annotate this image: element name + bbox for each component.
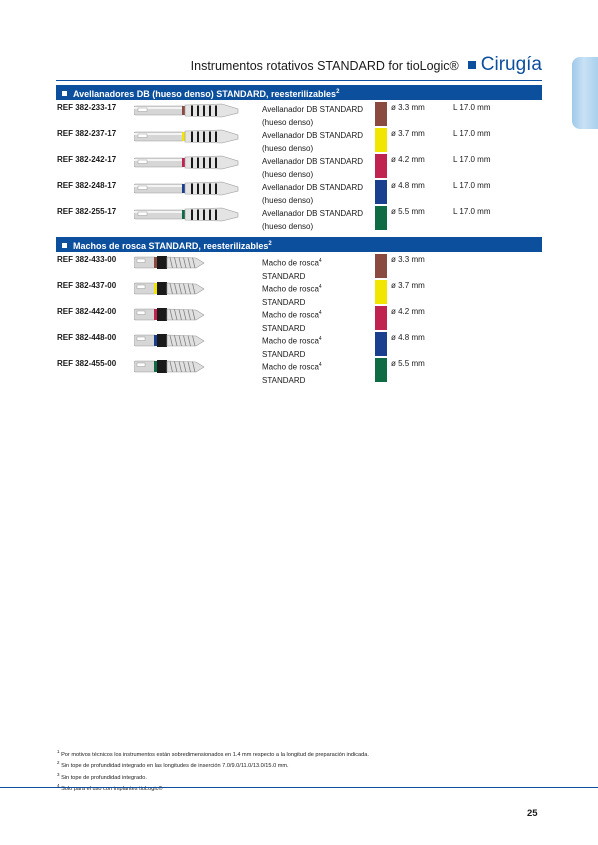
section-heading-countersinks <box>56 85 542 100</box>
diameter-value: ø 3.3 mm <box>391 255 425 264</box>
length-value: L 17.0 mm <box>453 181 491 190</box>
instrument-illustration <box>134 154 242 172</box>
product-ref: REF 382-437-00 <box>57 281 117 290</box>
footnote-number: 2 <box>57 760 60 766</box>
length-value: L 17.0 mm <box>453 155 491 164</box>
diameter-value: ø 4.2 mm <box>391 155 425 164</box>
description-line-1: Macho de rosca <box>262 310 319 320</box>
description-footnote-ref: 4 <box>318 284 322 290</box>
product-row <box>0 254 598 281</box>
product-ref: REF 382-448-00 <box>57 333 117 342</box>
description-line-1: Avellanador DB STANDARD <box>262 157 364 166</box>
product-ref: REF 382-237-17 <box>57 129 117 138</box>
page-header <box>0 54 542 80</box>
color-code-swatch <box>375 254 387 278</box>
description-footnote-ref: 4 <box>318 310 322 316</box>
section-heading-text: Machos de rosca STANDARD, reesterilizables <box>73 241 269 251</box>
footnote-number: 4 <box>57 782 60 788</box>
footnote-text: Por motivos técnicos los instrumentos están sobredimensionados en 1.4 mm respecto a la longitud de preparación indicada. <box>59 751 369 758</box>
description-footnote-ref: 4 <box>318 336 322 342</box>
diameter-value: ø 4.2 mm <box>391 307 425 316</box>
footer-rule <box>0 787 598 788</box>
product-description <box>262 155 363 181</box>
instrument-illustration <box>134 306 242 324</box>
instrument-illustration <box>134 206 242 224</box>
product-row <box>0 280 598 307</box>
footnote <box>57 771 369 782</box>
instrument-illustration <box>134 254 242 272</box>
thread-tap-image <box>134 280 242 298</box>
section-heading-sup: 2 <box>336 89 340 95</box>
product-description <box>262 103 363 129</box>
color-code-swatch <box>375 206 387 230</box>
thread-tap-image <box>134 254 242 272</box>
instrument-illustration <box>134 358 242 376</box>
description-line-2: STANDARD <box>262 323 306 333</box>
description-line-2: (hueso denso) <box>262 170 314 179</box>
header-rule <box>56 80 542 81</box>
product-description <box>262 333 322 361</box>
instrument-illustration <box>134 332 242 350</box>
color-code-swatch <box>375 128 387 152</box>
product-description <box>262 359 322 387</box>
bullet-square-icon <box>62 91 67 96</box>
description-line-2: STANDARD <box>262 375 306 385</box>
description-line-1: Avellanador DB STANDARD <box>262 105 364 114</box>
diameter-value: ø 5.5 mm <box>391 359 425 368</box>
countersink-drill-image <box>134 206 242 224</box>
instrument-illustration <box>134 280 242 298</box>
countersink-drill-image <box>134 180 242 198</box>
color-code-swatch <box>375 306 387 330</box>
countersink-drill-image <box>134 102 242 120</box>
product-row <box>0 102 598 126</box>
diameter-value: ø 4.8 mm <box>391 333 425 342</box>
product-row <box>0 206 598 230</box>
footnote-text: Solo para el uso con implantes tioLogic® <box>59 785 163 792</box>
product-row <box>0 332 598 359</box>
color-code-swatch <box>375 358 387 382</box>
thread-tap-image <box>134 358 242 376</box>
page-title: Instrumentos rotativos STANDARD for tioLogic® <box>190 59 459 73</box>
product-ref: REF 382-442-00 <box>57 307 117 316</box>
footnote <box>57 748 369 759</box>
description-line-1: Macho de rosca <box>262 284 319 294</box>
product-row <box>0 180 598 204</box>
product-row <box>0 358 598 385</box>
product-row <box>0 306 598 333</box>
product-ref: REF 382-255-17 <box>57 207 117 216</box>
diameter-value: ø 4.8 mm <box>391 181 425 190</box>
footnote-text: Sin tope de profundidad integrado. <box>59 774 147 781</box>
section-heading-sup: 2 <box>268 241 272 247</box>
product-description <box>262 129 363 155</box>
diameter-value: ø 3.3 mm <box>391 103 425 112</box>
product-description <box>262 281 322 309</box>
description-line-2: STANDARD <box>262 297 306 307</box>
product-row <box>0 128 598 152</box>
footnote <box>57 759 369 770</box>
length-value: L 17.0 mm <box>453 207 491 216</box>
description-line-2: (hueso denso) <box>262 118 314 127</box>
instrument-illustration <box>134 128 242 146</box>
instrument-illustration <box>134 102 242 120</box>
product-description <box>262 307 322 335</box>
product-ref: REF 382-455-00 <box>57 359 117 368</box>
bullet-square-icon <box>62 243 67 248</box>
diameter-value: ø 3.7 mm <box>391 281 425 290</box>
thread-tap-image <box>134 332 242 350</box>
length-value: L 17.0 mm <box>453 103 491 112</box>
countersink-drill-image <box>134 154 242 172</box>
color-code-swatch <box>375 154 387 178</box>
description-line-1: Macho de rosca <box>262 258 319 268</box>
description-line-2: (hueso denso) <box>262 196 314 205</box>
description-footnote-ref: 4 <box>318 362 322 368</box>
footnote-text: Sin tope de profundidad integrado en las longitudes de inserción 7.0/9.0/11.0/13.0/15.0 mm. <box>59 763 289 770</box>
section-heading-taps <box>56 237 542 252</box>
product-ref: REF 382-233-17 <box>57 103 117 112</box>
thread-tap-image <box>134 306 242 324</box>
color-code-swatch <box>375 102 387 126</box>
footnote-number: 3 <box>57 771 60 777</box>
product-ref: REF 382-433-00 <box>57 255 117 264</box>
description-footnote-ref: 4 <box>318 258 322 264</box>
instrument-illustration <box>134 180 242 198</box>
color-code-swatch <box>375 332 387 356</box>
description-line-2: (hueso denso) <box>262 222 314 231</box>
product-ref: REF 382-248-17 <box>57 181 117 190</box>
footnote-number: 1 <box>57 749 60 754</box>
product-description <box>262 207 363 233</box>
page-number: 25 <box>527 808 538 819</box>
description-line-1: Avellanador DB STANDARD <box>262 209 364 218</box>
description-line-1: Avellanador DB STANDARD <box>262 131 364 140</box>
description-line-1: Macho de rosca <box>262 336 319 346</box>
description-line-1: Avellanador DB STANDARD <box>262 183 364 192</box>
description-line-2: STANDARD <box>262 349 306 359</box>
description-line-2: (hueso denso) <box>262 144 314 153</box>
diameter-value: ø 3.7 mm <box>391 129 425 138</box>
header-square-icon <box>468 61 476 69</box>
diameter-value: ø 5.5 mm <box>391 207 425 216</box>
countersink-drill-image <box>134 128 242 146</box>
product-description <box>262 181 363 207</box>
length-value: L 17.0 mm <box>453 129 491 138</box>
product-row <box>0 154 598 178</box>
color-code-swatch <box>375 280 387 304</box>
description-line-1: Macho de rosca <box>262 362 319 372</box>
description-line-2: STANDARD <box>262 271 306 281</box>
color-code-swatch <box>375 180 387 204</box>
section-title: Cirugía <box>480 54 542 75</box>
product-ref: REF 382-242-17 <box>57 155 117 164</box>
product-description <box>262 255 322 283</box>
section-heading-text: Avellanadores DB (hueso denso) STANDARD, reesterilizables <box>73 89 337 99</box>
